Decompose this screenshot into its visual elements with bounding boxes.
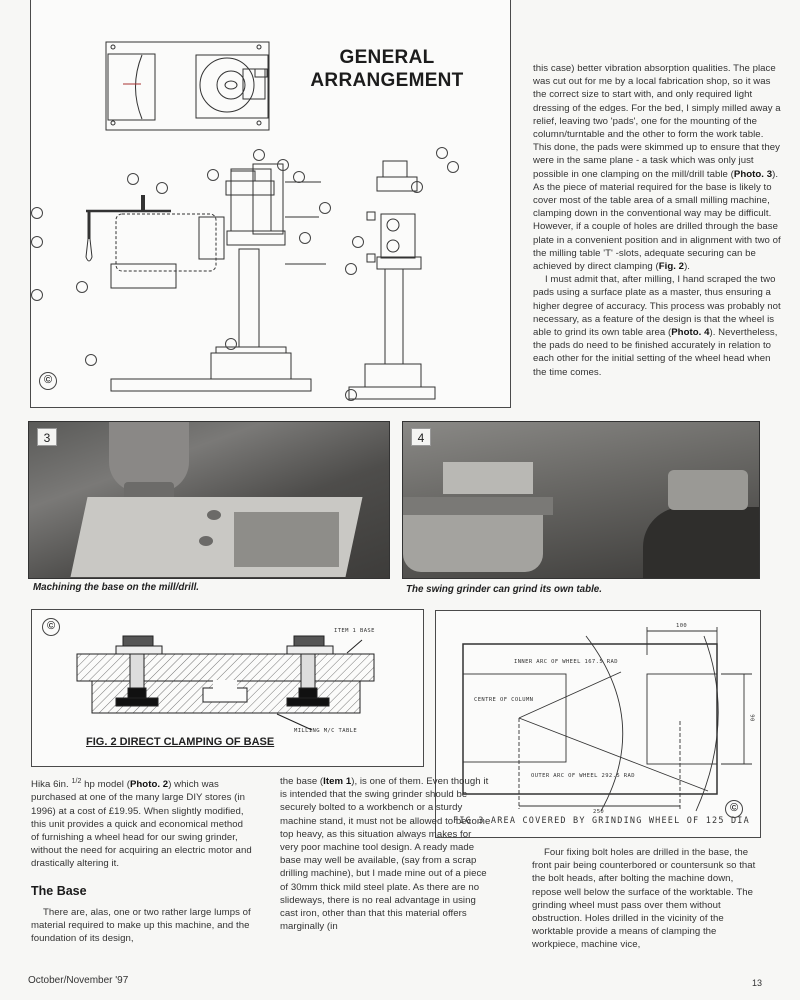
photo-4-caption: The swing grinder can grind its own table. xyxy=(406,584,602,595)
paragraph: There are, alas, one or two rather large lumps of material required to make up this machine, and the foundation of its design, xyxy=(31,907,251,945)
photo-number: 4 xyxy=(411,428,431,446)
article-column-left xyxy=(31,775,253,871)
fig2-direct-clamping xyxy=(31,609,424,767)
fig3-inner-arc-label: INNER ARC OF WHEEL 167.5 RAD xyxy=(514,659,618,665)
fig3-dim-top: 100 xyxy=(676,623,688,629)
paragraph: Hika 6in. $^{1/2}$ hp model (Photo. 2) which was purchased at one of the many large DIY stores (in 1996) at a cost of £19.95. When slightly modified, this unit provides a quick and economical method of furnishing a wheel head for our swing grinder, without the need for acquiring an electric motor and drastically altering it. xyxy=(31,778,252,870)
photo-3-caption: Machining the base on the mill/drill. xyxy=(33,582,200,593)
article-column-right-top xyxy=(533,62,783,379)
fig3-caption: FIG 3 AREA COVERED BY GRINDING WHEEL OF 125 DIA xyxy=(453,816,750,826)
issue-date: October/November '97 xyxy=(28,975,129,986)
copyright-symbol: © xyxy=(39,372,57,390)
photo-4 xyxy=(402,421,760,579)
fig3-centre-label: CENTRE OF COLUMN xyxy=(474,697,534,703)
article-column-left-section xyxy=(31,906,253,946)
copyright-symbol: © xyxy=(725,800,743,818)
paragraph: this case) better vibration absorption qualities. The place was cut out for me by a local fabrication shop, so it was the correct size to start with, and only required light dressing of the edges. For the bed, I simply milled away a relief, leaving two 'pads', one for the mounting of the column/turntable and the other to form the work table. This done, the pads were skimmed up to ensure that they were in the same plane - a task which was only just possible in one clamping on the mill/drill table (Photo. 3). As the piece of material required for the base is likely to cover most of the table area of a small milling machine, clamping down in the conventional way may be difficult. However, if a couple of holes are drilled through the base plate in a convenient position and in alignment with two of the milling table 'T' -slots, adequate securing can be achieved by direct clamping (Fig. 2). xyxy=(533,63,781,273)
fig2-caption: FIG. 2 DIRECT CLAMPING OF BASE xyxy=(86,736,275,748)
title-line-2: ARRANGEMENT xyxy=(310,70,464,91)
copyright-symbol: © xyxy=(42,618,60,636)
paragraph: the base (Item 1), is one of them. Even though it is intended that the swing grinder should be securely bolted to a workbench or a sturdy machine stand, it must not be allowed to become top heavy, as this situation always makes for very poor machine tool design. A ready made base may well be available, (say from a scrap drilling machine), but I made mine out of a piece of 30mm thick mild steel plate. As there are no slideways, there is no real advantage in using cast iron, other than that this material offers marginally (in xyxy=(280,776,491,933)
paragraph: Four fixing bolt holes are drilled in the base, the front pair being counterbored or countersunk so that the bolt heads, after bolting the machine down, repose well below the surface of the worktable. The grinding wheel must pass over them without obstruction. Holes drilled in the vicinity of the worktable provide a means of clamping the workpiece, machine vice, xyxy=(532,847,756,951)
fig3-outer-arc-label: OUTER ARC OF WHEEL 292.5 RAD xyxy=(531,773,635,779)
paragraph: I must admit that, after milling, I hand scraped the two pads using a surface plate as a master, thus ensuring a higher degree of accuracy. This process was probably not necessary, as a feature of the design is that the wheel is able to grind its own table area (Photo. 4). Nevertheless, the pads do need to be finished accurately in relation to each other for the initial setting of the wheel head when the time comes. xyxy=(533,274,781,378)
photo-number: 3 xyxy=(37,428,57,446)
fig2-label-milling-table: MILLING M/C TABLE xyxy=(294,728,358,734)
article-column-right-bottom xyxy=(532,846,757,952)
title-line-1: GENERAL xyxy=(339,47,435,68)
fig3-dim-right: 90 xyxy=(748,714,755,722)
article-column-middle xyxy=(280,775,492,933)
section-heading-the-base: The Base xyxy=(31,884,87,898)
fig3-dim-bottom: 250 xyxy=(593,809,605,815)
page-title xyxy=(272,46,502,92)
photo-3 xyxy=(28,421,390,579)
fig2-label-item1-base: ITEM 1 BASE xyxy=(334,628,375,634)
page-number: 13 xyxy=(752,978,763,988)
